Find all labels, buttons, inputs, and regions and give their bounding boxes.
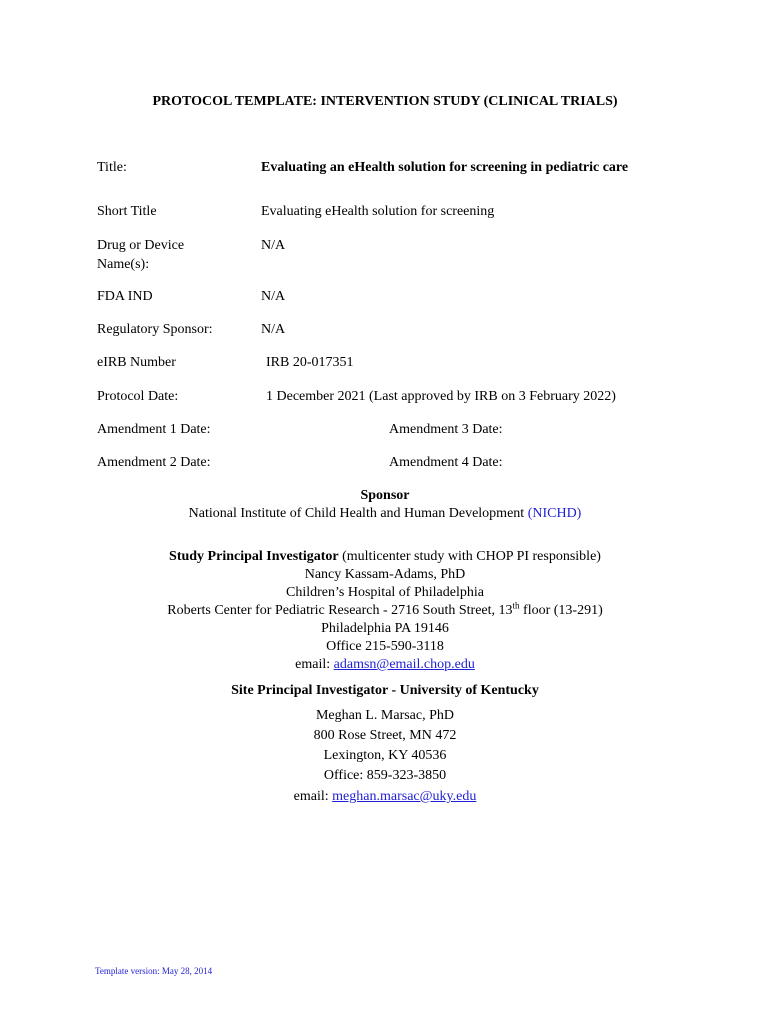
field-regulatory-sponsor-value: N/A (261, 322, 286, 337)
field-drug-device-label-line2: Name(s): (97, 257, 150, 272)
site-pi-street: 800 Rose Street, MN 472 (313, 728, 457, 743)
study-pi-address-post: floor (13-291) (523, 603, 603, 618)
document-title: PROTOCOL TEMPLATE: INTERVENTION STUDY (CLINICAL TRIALS) (152, 94, 618, 109)
field-short-title-value: Evaluating eHealth solution for screening (261, 204, 495, 219)
field-drug-device-label-line1: Drug or Device (97, 238, 185, 253)
study-pi-note: (multicenter study with CHOP PI responsible) (342, 549, 601, 564)
field-title-value: Evaluating an eHealth solution for screening in pediatric care (261, 160, 629, 175)
field-eirb-number-value: IRB 20-017351 (266, 355, 354, 370)
study-pi-heading: Study Principal Investigator (169, 549, 339, 564)
study-pi-institution: Children’s Hospital of Philadelphia (286, 585, 484, 600)
study-pi-email-label: email: (295, 657, 331, 672)
field-protocol-date-label: Protocol Date: (97, 389, 179, 404)
field-short-title-label: Short Title (97, 204, 157, 219)
amendment-3-label: Amendment 3 Date: (389, 422, 503, 437)
site-pi-city: Lexington, KY 40536 (323, 748, 447, 763)
study-pi-address-pre: Roberts Center for Pediatric Research - 2716 South Street, 13 (167, 603, 513, 618)
study-pi-office: Office 215-590-3118 (326, 639, 444, 654)
sponsor-heading: Sponsor (360, 488, 410, 503)
study-pi-name: Nancy Kassam-Adams, PhD (304, 567, 466, 582)
sponsor-abbrev: (NICHD) (527, 506, 582, 521)
study-pi-address-sup: th (512, 600, 520, 611)
study-pi-city: Philadelphia PA 19146 (321, 621, 449, 636)
field-regulatory-sponsor-label: Regulatory Sponsor: (97, 322, 213, 337)
study-pi-email-link[interactable]: adamsn@email.chop.edu (333, 657, 475, 672)
field-drug-device-value: N/A (261, 238, 286, 253)
site-pi-email-link[interactable]: meghan.marsac@uky.edu (332, 789, 477, 804)
amendment-4-label: Amendment 4 Date: (389, 455, 503, 470)
study-pi-heading-line (0, 548, 770, 566)
amendment-2-label: Amendment 2 Date: (97, 455, 211, 470)
template-version-footer: Template version: May 28, 2014 (95, 966, 213, 976)
study-pi-email-line (0, 656, 770, 674)
site-pi-office: Office: 859-323-3850 (323, 768, 447, 783)
study-pi-address (0, 602, 770, 620)
site-pi-email-label: email: (293, 789, 329, 804)
amendment-1-label: Amendment 1 Date: (97, 422, 211, 437)
field-eirb-number-label: eIRB Number (97, 355, 176, 370)
field-drug-device-label (97, 236, 257, 274)
site-pi-name: Meghan L. Marsac, PhD (315, 708, 455, 723)
site-pi-email-line (0, 788, 770, 806)
site-pi-heading: Site Principal Investigator - University of Kentucky (231, 683, 539, 698)
field-fda-ind-label: FDA IND (97, 289, 153, 304)
sponsor-line (0, 505, 770, 523)
sponsor-name: National Institute of Child Health and Human Development (188, 506, 525, 521)
field-protocol-date-value: 1 December 2021 (Last approved by IRB on 3 February 2022) (266, 389, 616, 404)
field-title-label: Title: (97, 160, 127, 175)
field-fda-ind-value: N/A (261, 289, 286, 304)
